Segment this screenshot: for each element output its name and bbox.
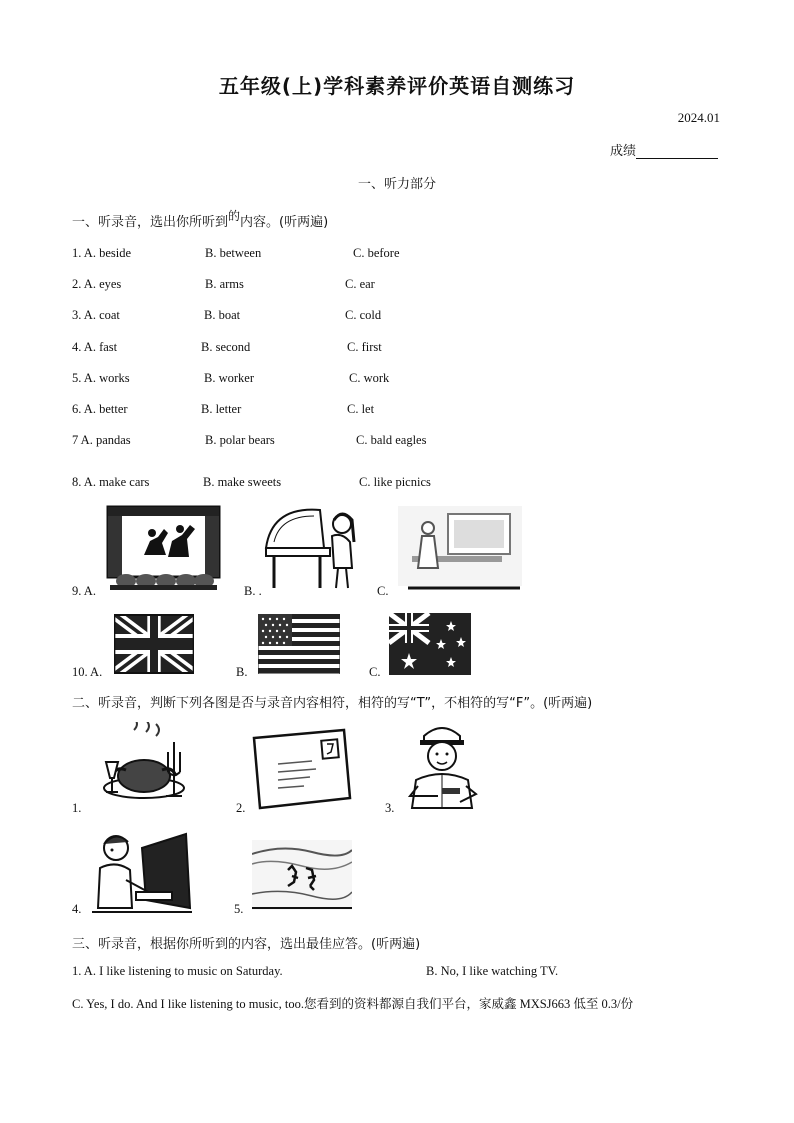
q10-option-c: C. (369, 665, 381, 679)
q5-option-c: C. work (349, 371, 390, 385)
section1-title-post: 内容。(听两遍) (240, 215, 329, 230)
section2-label-1: 1. (72, 801, 82, 815)
score-blank-line (636, 144, 718, 159)
girl-playing-piano-image (262, 502, 360, 590)
section2-label-3: 3. (385, 801, 395, 815)
uk-flag-image (114, 614, 194, 674)
section1-title-sup: 的 (228, 209, 241, 223)
q7-option-c: C. bald eagles (356, 433, 427, 447)
q1-option-a: 1. A. beside (72, 246, 132, 260)
shadow-puppet-show-image (106, 505, 221, 591)
q8-option-b: B. make sweets (203, 475, 282, 489)
q6-option-b: B. letter (201, 402, 242, 416)
q4-option-c: C. first (347, 340, 382, 354)
score-field (610, 140, 718, 159)
australia-flag-image (389, 613, 471, 675)
q5-option-a: 5. A. works (72, 371, 130, 385)
q3-option-b: B. boat (204, 308, 241, 322)
q5-option-b: B. worker (204, 371, 254, 385)
section1-title (72, 211, 328, 230)
q7-option-b: B. polar bears (205, 433, 275, 447)
envelope-letter-image (252, 728, 352, 810)
score-label: 成绩 (610, 144, 637, 159)
section3-q1-option-b: B. No, I like watching TV. (426, 964, 559, 978)
q6-option-c: C. let (347, 402, 375, 416)
q3-option-c: C. cold (345, 308, 382, 322)
roast-turkey-dinner-image (96, 722, 192, 810)
q8-option-a: 8. A. make cars (72, 475, 150, 489)
page-title: 五年级(上)学科素养评价英语自测练习 (218, 74, 576, 98)
q6-option-a: 6. A. better (72, 402, 128, 416)
boy-using-computer-image (86, 828, 196, 914)
section2-title: 二、听录音，判断下列各图是否与录音内容相符，相符的写“T”，不相符的写“F”。(听两遍) (72, 696, 593, 711)
q10-option-b: B. (236, 665, 248, 679)
part-title: 一、听力部分 (357, 177, 436, 192)
q4-option-b: B. second (201, 340, 251, 354)
q9-option-c: C. (377, 584, 389, 598)
q9-option-a: 9. A. (72, 584, 96, 598)
exam-date: 2024.01 (677, 110, 720, 125)
q10-option-a: 10. A. (72, 665, 103, 679)
q8-option-c: C. like picnics (359, 475, 431, 489)
section1-title-pre: 一、听录音，选出你所听到 (72, 215, 229, 230)
section2-label-5: 5. (234, 902, 244, 916)
section2-label-2: 2. (236, 801, 246, 815)
computer-lesson-image (398, 506, 522, 592)
q4-option-a: 4. A. fast (72, 340, 118, 354)
section3-title: 三、听录音，根据你所听到的内容，选出最佳应答。(听两遍) (72, 937, 421, 952)
section3-q1-option-a: 1. A. I like listening to music on Saturday. (72, 964, 283, 978)
q2-option-a: 2. A. eyes (72, 277, 122, 291)
q1-option-c: C. before (353, 246, 400, 260)
q9-option-b: B. . (244, 584, 262, 598)
q2-option-c: C. ear (345, 277, 375, 291)
snowy-landscape-image (252, 840, 352, 910)
q3-option-a: 3. A. coat (72, 308, 120, 322)
q2-option-b: B. arms (205, 277, 244, 291)
q7-option-a: 7 A. pandas (72, 433, 131, 447)
section2-label-4: 4. (72, 902, 82, 916)
section3-q1-option-c: C. Yes, I do. And I like listening to music, too.您看到的资料都源自我们平台，家威鑫 MXSJ663 低至 0.3/份 (72, 997, 634, 1011)
usa-flag-image (258, 614, 340, 674)
worker-man-image (398, 722, 486, 810)
q1-option-b: B. between (205, 246, 262, 260)
